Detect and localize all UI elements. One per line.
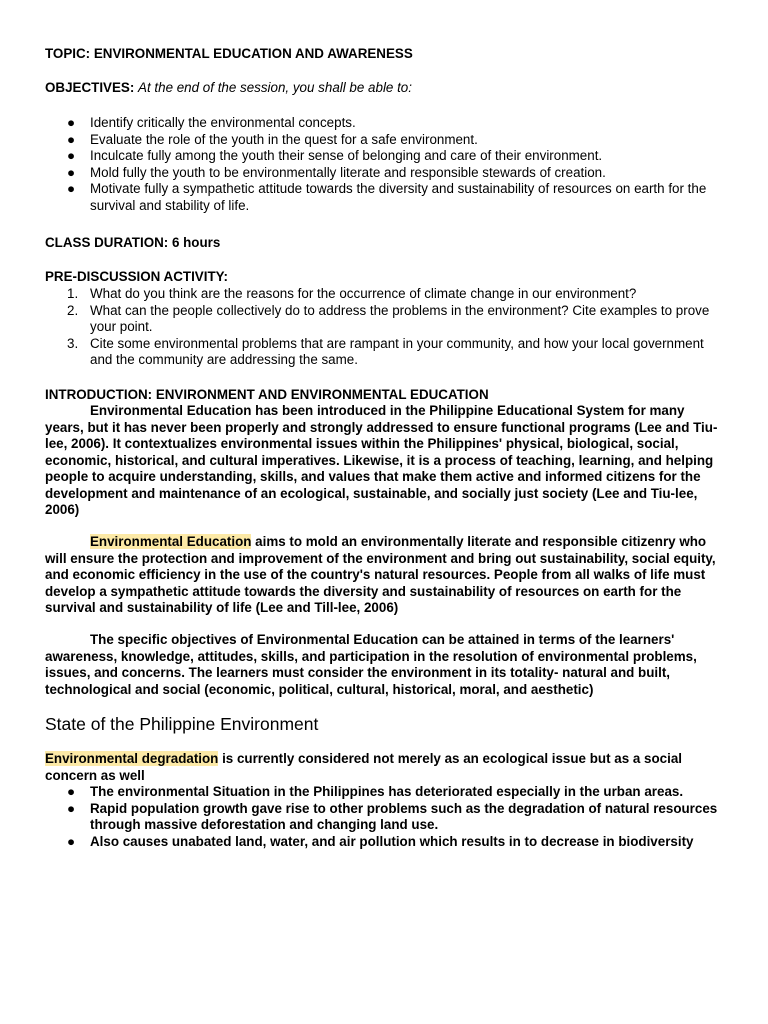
list-item: ● Mold fully the youth to be environmentally literate and responsible stewards of creation. (67, 164, 606, 180)
pre-discussion-list (45, 286, 725, 369)
list-item: ● Inculcate fully among the youth their sense of belonging and care of their environment. (67, 148, 603, 163)
state-list (45, 784, 725, 850)
intro-paragraph-2: Environmental Education aims to mold an environmentally literate and responsible citizenry who will ensure the protection and improvement of the environment and bring out sustainability, social equity, and economic efficiency in the use of the country's natural resources. People from all walks of life must develop a sympathetic attitude towards the diversity and sustainability of resources on earth for the survival and sustainability of life (Lee and Till-lee, 2006) (45, 534, 716, 615)
bullet-icon: ● (67, 164, 76, 180)
list-item: ● Evaluate the role of the youth in the quest for a safe environment. (67, 131, 478, 147)
list-item: ● Identify critically the environmental concepts. (67, 115, 356, 130)
highlighted-term: Environmental degradation (45, 751, 219, 766)
list-item: ● Motivate fully a sympathetic attitude towards the diversity and sustainability of resources on earth for the survival and stability of life. (67, 181, 707, 213)
intro-paragraph-3: The specific objectives of Environmental Education can be attained in terms of the learners' awareness, knowledge, attitudes, skills, and participation in the resolution of environmental problems, issues, and concerns. The learners must consider the environment in its totality- natural and built, technological and social (economic, political, cultural, historical, moral, and aesthetic) (45, 632, 697, 697)
bullet-icon: ● (67, 784, 76, 799)
bullet-icon: ● (67, 131, 76, 147)
list-item: ● The environmental Situation in the Philippines has deteriorated especially in the urban areas. (67, 784, 684, 799)
list-item: 1. What do you think are the reasons for the occurrence of climate change in our environment? (67, 286, 637, 301)
bullet-icon: ● (67, 115, 76, 130)
objectives-label: OBJECTIVES: (45, 80, 135, 95)
section-heading: State of the Philippine Environment (45, 714, 319, 734)
highlighted-term: Environmental Education (90, 534, 252, 549)
intro-paragraph-1: Environmental Education has been introduced in the Philippine Educational System for many years, but it has never been properly and strongly addressed to ensure functional programs (Lee and Tiu-lee, 2006). It contextualizes environmental issues within the Philippines' physical, biological, social, economic, historical, and cultural imperatives. Likewise, it is a process of teaching, learning, and helping people to acquire understanding, skills, and values that make them active and informed citizens for the development and maintenance of an ecological, sustainable, and socially just society (Lee and Tiu-lee, 2006) (45, 403, 718, 517)
list-item: 3. Cite some environmental problems that are rampant in your community, and how your local government and the community are addressing the same. (67, 335, 704, 367)
bullet-icon: ● (67, 833, 76, 849)
list-item: ● Also causes unabated land, water, and air pollution which results in to decrease in biodiversity (67, 833, 694, 849)
objectives-line (45, 80, 725, 97)
list-item: 2. What can the people collectively do to address the problems in the environment? Cite examples to prove your point. (67, 302, 710, 334)
list-item: ● Rapid population growth gave rise to other problems such as the degradation of natural resources through massive deforestation and changing land use. (67, 800, 718, 832)
objectives-intro: At the end of the session, you shall be able to: (138, 80, 412, 95)
bullet-icon: ● (67, 181, 76, 196)
topic-heading: TOPIC: ENVIRONMENTAL EDUCATION AND AWARENESS (45, 46, 413, 61)
bullet-icon: ● (67, 148, 76, 163)
objectives-list (45, 115, 725, 214)
introduction-heading: INTRODUCTION: ENVIRONMENT AND ENVIRONMENTAL EDUCATION (45, 387, 489, 402)
bullet-icon: ● (67, 800, 76, 816)
state-lead-paragraph: Environmental degradation is currently considered not merely as an ecological issue but as a social concern as well (45, 751, 683, 783)
pre-discussion-heading: PRE-DISCUSSION ACTIVITY: (45, 269, 229, 284)
class-duration: CLASS DURATION: 6 hours (45, 235, 221, 250)
